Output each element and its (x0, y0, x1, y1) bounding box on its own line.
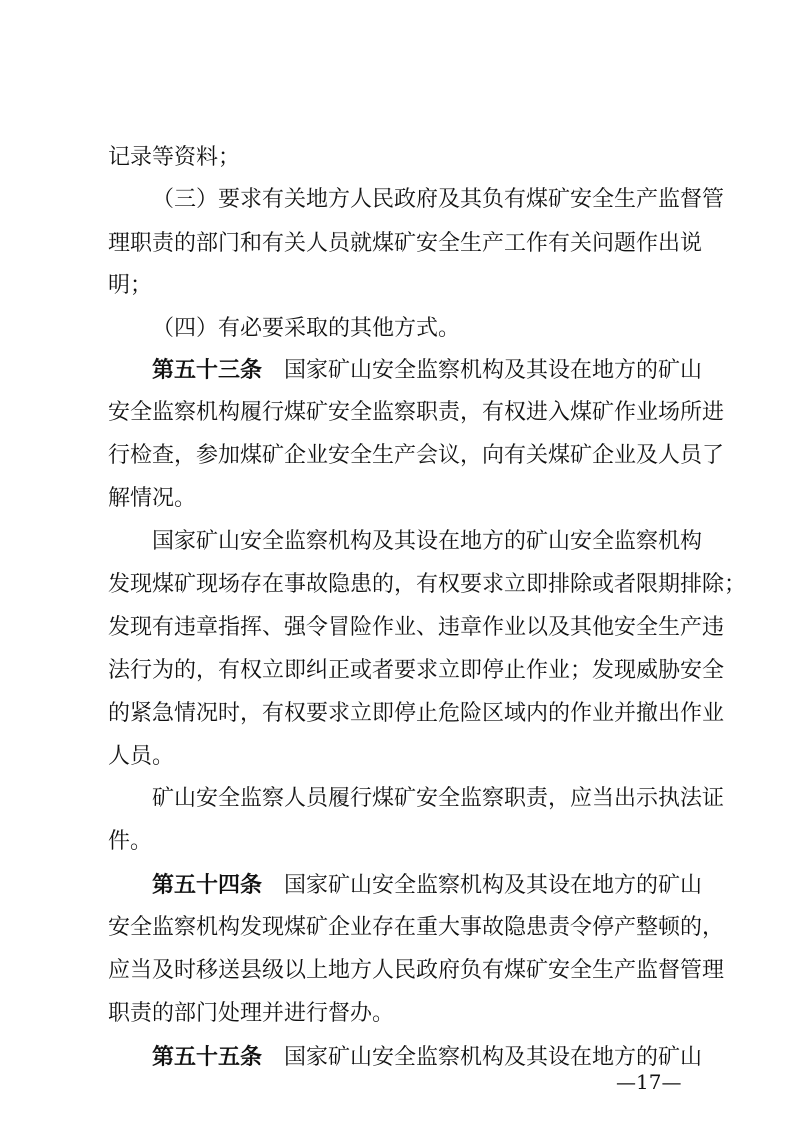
article-55-heading: 第五十五条 (152, 1044, 263, 1070)
article-55-text: 国家矿山安全监察机构及其设在地方的矿山 (284, 1045, 703, 1070)
article-53-heading: 第五十三条 (152, 357, 263, 383)
text-line: 发现煤矿现场存在事故隐患的，有权要求立即排除或者限期排除； (108, 572, 747, 597)
text-line: 明； (108, 273, 153, 298)
text-line: （三）要求有关地方人民政府及其负有煤矿安全生产监督管 (152, 187, 725, 212)
page-number: —17— (616, 1070, 682, 1094)
text-line: 记录等资料； (108, 145, 241, 170)
text-line: （四）有必要采取的其他方式。 (152, 316, 461, 341)
text-line: 矿山安全监察人员履行煤矿安全监察职责，应当出示执法证 (152, 786, 725, 811)
text-line: 件。 (108, 829, 153, 854)
text-line: 理职责的部门和有关人员就煤矿安全生产工作有关问题作出说 (108, 231, 703, 256)
text-line: 职责的部门处理并进行督办。 (108, 1001, 395, 1026)
text-line: 的紧急情况时，有权要求立即停止危险区域内的作业并撤出作业 (108, 701, 725, 726)
text-line: 发现有违章指挥、强令冒险作业、违章作业以及其他安全生产违 (108, 615, 725, 640)
article-53-first-line (152, 352, 702, 388)
text-line: 法行为的，有权立即纠正或者要求立即停止作业；发现威胁安全 (108, 658, 725, 683)
text-line: 行检查，参加煤矿企业安全生产会议，向有关煤矿企业及人员了 (108, 443, 725, 468)
article-54-text: 国家矿山安全监察机构及其设在地方的矿山 (284, 873, 703, 898)
text-line: 安全监察机构履行煤矿安全监察职责，有权进入煤矿作业场所进 (108, 400, 725, 425)
article-54-heading: 第五十四条 (152, 872, 263, 898)
text-line: 人员。 (108, 744, 175, 769)
text-line: 国家矿山安全监察机构及其设在地方的矿山安全监察机构 (152, 529, 703, 554)
article-53-text: 国家矿山安全监察机构及其设在地方的矿山 (284, 358, 703, 383)
text-line: 解情况。 (108, 486, 197, 511)
article-54-first-line (152, 867, 702, 903)
text-line: 应当及时移送县级以上地方人民政府负有煤矿安全生产监督管理 (108, 958, 725, 983)
text-line: 安全监察机构发现煤矿企业存在重大事故隐患责令停产整顿的， (108, 915, 725, 940)
